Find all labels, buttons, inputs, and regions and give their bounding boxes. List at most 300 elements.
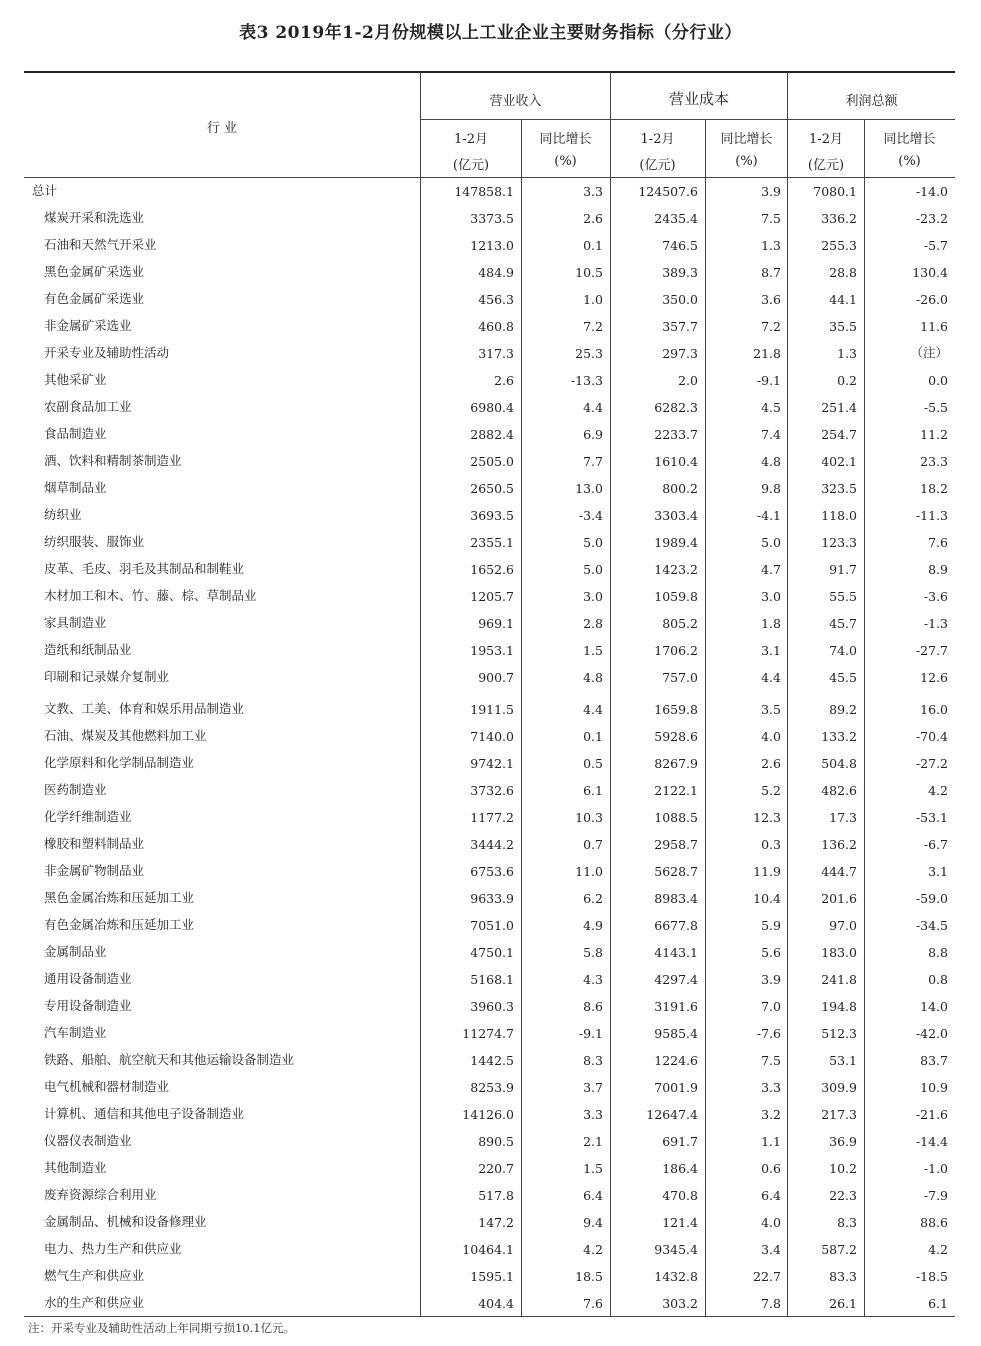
table-row <box>0 856 981 883</box>
cell-profit-g: -42.0 <box>915 1026 948 1041</box>
cell-profit-g: 130.4 <box>912 265 948 280</box>
cell-rev: 1953.1 <box>470 643 514 658</box>
table-bottom-rule <box>24 1316 955 1317</box>
cell-profit-g: -27.2 <box>915 756 948 771</box>
cell-rev: 147.2 <box>478 1215 514 1230</box>
table-row <box>0 1261 981 1288</box>
cell-rev-g: 7.2 <box>583 319 603 334</box>
cell-cost: 186.4 <box>662 1161 698 1176</box>
industry-name: 非金属矿采选业 <box>44 318 132 333</box>
cell-profit: 17.3 <box>829 810 857 825</box>
cell-profit-g: 16.0 <box>920 702 948 717</box>
cell-cost-g: 1.8 <box>761 616 781 631</box>
cell-profit-g: 3.1 <box>928 864 948 879</box>
cell-rev: 1177.2 <box>470 810 514 825</box>
cell-cost: 12647.4 <box>646 1107 698 1122</box>
cell-rev: 3960.3 <box>470 999 514 1014</box>
cell-profit-g: 11.6 <box>920 319 948 334</box>
cell-profit: 255.3 <box>821 238 857 253</box>
cell-cost: 1224.6 <box>654 1053 698 1068</box>
industry-name: 黑色金属冶炼和压延加工业 <box>44 890 195 905</box>
table-row <box>0 1045 981 1072</box>
industry-name: 木材加工和木、竹、藤、棕、草制品业 <box>44 588 257 603</box>
industry-name: 家具制造业 <box>44 615 107 630</box>
header-revenue: 营业收入 <box>489 94 542 109</box>
table-row <box>0 365 981 392</box>
cell-profit: 251.4 <box>821 400 857 415</box>
cell-cost-g: 3.6 <box>761 292 781 307</box>
cell-cost: 470.8 <box>662 1188 698 1203</box>
cell-rev: 6753.6 <box>470 864 514 879</box>
cell-profit-g: -23.2 <box>915 211 948 226</box>
industry-name: 非金属矿物制品业 <box>44 863 145 878</box>
cell-cost-g: 1.3 <box>761 238 781 253</box>
cell-cost-g: 7.2 <box>761 319 781 334</box>
cell-cost-g: 6.4 <box>761 1188 781 1203</box>
cell-rev-g: 2.8 <box>583 616 603 631</box>
header-profit: 利润总额 <box>845 94 898 109</box>
cell-rev-g: 8.6 <box>583 999 603 1014</box>
industry-name: 食品制造业 <box>44 426 107 441</box>
cell-rev-g: 10.5 <box>575 265 603 280</box>
cell-rev: 3732.6 <box>470 783 514 798</box>
cell-cost: 357.7 <box>662 319 698 334</box>
cell-profit: 83.3 <box>829 1269 857 1284</box>
cell-cost: 7001.9 <box>654 1080 698 1095</box>
cell-rev-g: 9.4 <box>583 1215 603 1230</box>
cell-cost-g: 7.4 <box>761 427 781 442</box>
table-row <box>0 937 981 964</box>
cell-rev-g: 13.0 <box>575 481 603 496</box>
industry-name: 汽车制造业 <box>44 1025 107 1040</box>
cell-profit: 323.5 <box>821 481 857 496</box>
cell-profit: 512.3 <box>821 1026 857 1041</box>
industry-name: 铁路、船舶、航空航天和其他运输设备制造业 <box>44 1052 295 1067</box>
cell-rev-g: 7.7 <box>583 454 603 469</box>
table-row <box>0 775 981 802</box>
cell-cost: 303.2 <box>662 1296 698 1311</box>
cell-profit: 10.2 <box>829 1161 857 1176</box>
cell-rev-g: 4.9 <box>583 918 603 933</box>
industry-name: 专用设备制造业 <box>44 998 132 1013</box>
cell-profit: 74.0 <box>829 643 857 658</box>
cell-cost: 8983.4 <box>654 891 698 906</box>
cell-cost: 1989.4 <box>654 535 698 550</box>
header-profit-unit: (亿元) <box>807 158 845 173</box>
cell-profit: 183.0 <box>821 945 857 960</box>
cell-rev-g: 6.2 <box>583 891 603 906</box>
header-cost-period: 1-2月 <box>640 132 675 147</box>
cell-cost: 121.4 <box>662 1215 698 1230</box>
cell-cost-g: 2.6 <box>761 756 781 771</box>
table-row <box>0 473 981 500</box>
cell-cost-g: 12.3 <box>753 810 781 825</box>
cell-rev: 7140.0 <box>470 729 514 744</box>
table-body <box>0 176 981 1315</box>
cell-profit-g: -5.7 <box>923 238 948 253</box>
table-row <box>0 829 981 856</box>
cell-rev-g: 2.1 <box>583 1134 603 1149</box>
cell-rev: 2882.4 <box>470 427 514 442</box>
table-row <box>0 581 981 608</box>
cell-cost: 5928.6 <box>654 729 698 744</box>
cell-profit-g: -53.1 <box>915 810 948 825</box>
industry-name: 电气机械和器材制造业 <box>44 1079 170 1094</box>
table-row <box>0 721 981 748</box>
cell-rev-g: 7.6 <box>583 1296 603 1311</box>
cell-cost-g: 0.3 <box>761 837 781 852</box>
table-row <box>0 802 981 829</box>
cell-rev-g: -9.1 <box>578 1026 603 1041</box>
cell-cost-g: 10.4 <box>753 891 781 906</box>
cell-rev: 1205.7 <box>470 589 514 604</box>
industry-name: 总计 <box>32 183 58 198</box>
cell-cost: 297.3 <box>662 346 698 361</box>
cell-rev-g: 1.5 <box>583 1161 603 1176</box>
cell-rev-g: 5.0 <box>583 562 603 577</box>
cell-rev-g: 4.4 <box>583 702 603 717</box>
table-top-rule <box>24 71 955 73</box>
cell-cost-g: 3.9 <box>761 184 781 199</box>
cell-profit-g: -5.5 <box>923 400 948 415</box>
cell-cost: 4297.4 <box>654 972 698 987</box>
cell-profit: 1.3 <box>837 346 857 361</box>
industry-name: 燃气生产和供应业 <box>44 1268 145 1283</box>
industry-name: 电力、热力生产和供应业 <box>44 1241 182 1256</box>
industry-name: 黑色金属矿采选业 <box>44 264 145 279</box>
table-row <box>0 910 981 937</box>
cell-profit: 97.0 <box>829 918 857 933</box>
cell-cost-g: 3.2 <box>761 1107 781 1122</box>
cell-cost-g: 5.2 <box>761 783 781 798</box>
industry-name: 水的生产和供应业 <box>44 1295 145 1310</box>
cell-profit-g: 8.9 <box>928 562 948 577</box>
cell-rev: 14126.0 <box>462 1107 514 1122</box>
cell-cost-g: 4.8 <box>761 454 781 469</box>
cell-rev: 1595.1 <box>470 1269 514 1284</box>
cell-cost: 1706.2 <box>654 643 698 658</box>
industry-name: 金属制品、机械和设备修理业 <box>44 1214 207 1229</box>
cell-cost-g: 7.5 <box>761 211 781 226</box>
header-profit-pct: (%) <box>898 154 921 169</box>
cell-profit-g: -14.4 <box>915 1134 948 1149</box>
table-row <box>0 230 981 257</box>
industry-name: 农副食品加工业 <box>44 399 132 414</box>
industry-name: 有色金属冶炼和压延加工业 <box>44 917 195 932</box>
table-row <box>0 176 981 203</box>
header-rev-unit: (亿元) <box>452 158 490 173</box>
cell-cost: 2435.4 <box>654 211 698 226</box>
cell-rev: 11274.7 <box>462 1026 514 1041</box>
cell-profit: 44.1 <box>829 292 857 307</box>
cell-profit-g: -34.5 <box>915 918 948 933</box>
industry-name: 化学原料和化学制品制造业 <box>44 755 195 770</box>
cell-cost-g: 21.8 <box>753 346 781 361</box>
industry-name: 文教、工美、体育和娱乐用品制造业 <box>44 701 245 716</box>
cell-cost: 2.0 <box>678 373 698 388</box>
table-row <box>0 1153 981 1180</box>
industry-name: 其他采矿业 <box>44 372 107 387</box>
industry-name: 废弃资源综合利用业 <box>44 1187 157 1202</box>
table-row <box>0 1234 981 1261</box>
cell-profit-g: -3.6 <box>923 589 948 604</box>
cell-profit: 35.5 <box>829 319 857 334</box>
table-row <box>0 1180 981 1207</box>
cell-profit: 91.7 <box>829 562 857 577</box>
cell-rev: 1652.6 <box>470 562 514 577</box>
cell-rev-g: 8.3 <box>583 1053 603 1068</box>
cell-rev: 900.7 <box>478 670 514 685</box>
header-industry: 行 业 <box>206 121 238 136</box>
table-row <box>0 257 981 284</box>
table-row <box>0 635 981 662</box>
cell-cost-g: 7.8 <box>761 1296 781 1311</box>
cell-cost: 746.5 <box>662 238 698 253</box>
page-title: 表3 2019年1-2月份规模以上工业企业主要财务指标（分行业） <box>239 23 742 43</box>
industry-name: 皮革、毛皮、羽毛及其制品和制鞋业 <box>44 561 245 576</box>
cell-rev: 317.3 <box>478 346 514 361</box>
industry-name: 煤炭开采和洗选业 <box>44 210 145 225</box>
cell-cost: 1659.8 <box>654 702 698 717</box>
cell-rev-g: 1.5 <box>583 643 603 658</box>
cell-cost: 2122.1 <box>654 783 698 798</box>
cell-profit-g: 10.9 <box>920 1080 948 1095</box>
header-cost-unit: (亿元) <box>639 158 676 173</box>
cell-profit: 309.9 <box>821 1080 857 1095</box>
cell-profit-g: -70.4 <box>915 729 948 744</box>
cell-cost: 1059.8 <box>654 589 698 604</box>
cell-cost-g: 4.0 <box>761 1215 781 1230</box>
industry-name: 造纸和纸制品业 <box>44 642 132 657</box>
cell-profit: 36.9 <box>829 1134 857 1149</box>
cell-profit-g: -21.6 <box>915 1107 948 1122</box>
cell-profit-g: 83.7 <box>920 1053 948 1068</box>
cell-cost-g: 3.5 <box>761 702 781 717</box>
cell-profit: 254.7 <box>821 427 857 442</box>
cell-cost: 2958.7 <box>654 837 698 852</box>
cell-rev-g: 18.5 <box>575 1269 603 1284</box>
cell-rev-g: 3.0 <box>583 589 603 604</box>
cell-profit: 8.3 <box>837 1215 857 1230</box>
cell-rev-g: -13.3 <box>570 373 603 388</box>
table-row <box>0 203 981 230</box>
cell-cost-g: 3.1 <box>761 643 781 658</box>
cell-rev: 2.6 <box>494 373 514 388</box>
cell-cost-g: 5.9 <box>761 918 781 933</box>
header-profit-period: 1-2月 <box>809 132 843 147</box>
header-cost: 营业成本 <box>668 90 729 108</box>
cell-rev: 10464.1 <box>462 1242 514 1257</box>
cell-cost: 4143.1 <box>654 945 698 960</box>
cell-cost-g: -9.1 <box>756 373 781 388</box>
cell-cost: 8267.9 <box>654 756 698 771</box>
cell-cost: 6282.3 <box>654 400 698 415</box>
table-row <box>0 748 981 775</box>
table-row <box>0 991 981 1018</box>
cell-cost-g: 0.6 <box>761 1161 781 1176</box>
cell-rev-g: 3.7 <box>583 1080 603 1095</box>
industry-name: 烟草制品业 <box>44 480 107 495</box>
cell-rev-g: 5.8 <box>583 945 603 960</box>
industry-name: 仪器仪表制造业 <box>44 1133 132 1148</box>
industry-name: 开采专业及辅助性活动 <box>44 345 170 360</box>
table-row <box>0 554 981 581</box>
cell-rev-g: 0.7 <box>583 837 603 852</box>
cell-rev: 5168.1 <box>470 972 514 987</box>
cell-cost-g: 5.0 <box>761 535 781 550</box>
cell-rev-g: 4.8 <box>583 670 603 685</box>
cell-rev: 8253.9 <box>470 1080 514 1095</box>
cell-profit: 241.8 <box>821 972 857 987</box>
cell-cost-g: 7.0 <box>761 999 781 1014</box>
cell-rev-g: 4.2 <box>583 1242 603 1257</box>
cell-cost-g: 4.5 <box>761 400 781 415</box>
cell-profit: 28.8 <box>829 265 857 280</box>
industry-name: 石油、煤炭及其他燃料加工业 <box>44 728 207 743</box>
header-rev-yoy: 同比增长 <box>539 132 592 147</box>
cell-rev-g: 5.0 <box>583 535 603 550</box>
table-row <box>0 1288 981 1315</box>
cell-profit-g: -27.7 <box>915 643 948 658</box>
cell-rev-g: 11.0 <box>575 864 603 879</box>
industry-name: 通用设备制造业 <box>44 971 132 986</box>
cell-rev-g: 0.1 <box>583 238 603 253</box>
cell-profit-g: 0.0 <box>928 373 948 388</box>
table-row <box>0 883 981 910</box>
header-profit-yoy: 同比增长 <box>883 132 936 147</box>
cell-cost-g: 3.4 <box>761 1242 781 1257</box>
header-cost-pct: (%) <box>735 154 758 169</box>
cell-profit: 45.7 <box>829 616 857 631</box>
cell-profit: 133.2 <box>821 729 857 744</box>
industry-name: 石油和天然气开采业 <box>44 237 157 252</box>
industry-name: 其他制造业 <box>44 1160 107 1175</box>
industry-name: 化学纤维制造业 <box>44 809 132 824</box>
cell-cost-g: 4.0 <box>761 729 781 744</box>
cell-cost: 124507.6 <box>638 184 698 199</box>
cell-profit: 89.2 <box>829 702 857 717</box>
cell-profit-g: -11.3 <box>915 508 948 523</box>
cell-profit-g: 7.6 <box>928 535 948 550</box>
cell-rev: 3444.2 <box>470 837 514 852</box>
industry-name: 纺织业 <box>44 507 82 522</box>
cell-rev: 517.8 <box>478 1188 514 1203</box>
header-rev-pct: (%) <box>554 154 577 169</box>
table-row <box>0 1018 981 1045</box>
cell-profit: 402.1 <box>821 454 857 469</box>
cell-profit-g: 18.2 <box>920 481 948 496</box>
cell-rev: 3373.5 <box>470 211 514 226</box>
cell-cost-g: 3.3 <box>761 1080 781 1095</box>
cell-profit-g: 6.1 <box>928 1296 948 1311</box>
cell-cost-g: 22.7 <box>753 1269 781 1284</box>
cell-cost-g: 9.8 <box>761 481 781 496</box>
cell-cost: 757.0 <box>662 670 698 685</box>
table-row <box>0 392 981 419</box>
cell-profit-g: -7.9 <box>923 1188 948 1203</box>
industry-name: 有色金属矿采选业 <box>44 291 145 306</box>
cell-rev-g: -3.4 <box>578 508 603 523</box>
cell-rev: 1911.5 <box>470 702 514 717</box>
cell-cost: 2233.7 <box>654 427 698 442</box>
cell-profit: 201.6 <box>821 891 857 906</box>
cell-rev-g: 4.4 <box>583 400 603 415</box>
cell-profit-g: -1.3 <box>923 616 948 631</box>
cell-profit-g: （注） <box>910 345 948 360</box>
cell-rev: 969.1 <box>478 616 514 631</box>
cell-rev: 1213.0 <box>470 238 514 253</box>
cell-profit: 336.2 <box>821 211 857 226</box>
cell-cost: 6677.8 <box>654 918 698 933</box>
cell-profit-g: -1.0 <box>923 1161 948 1176</box>
cell-profit: 118.0 <box>821 508 857 523</box>
cell-cost-g: 5.6 <box>761 945 781 960</box>
cell-profit: 55.5 <box>829 589 857 604</box>
cell-rev-g: 6.4 <box>583 1188 603 1203</box>
cell-cost-g: -4.1 <box>756 508 781 523</box>
cell-profit: 217.3 <box>821 1107 857 1122</box>
table-row <box>0 419 981 446</box>
cell-profit: 0.2 <box>837 373 857 388</box>
cell-rev: 2355.1 <box>470 535 514 550</box>
industry-name: 医药制造业 <box>44 782 107 797</box>
cell-profit: 482.6 <box>821 783 857 798</box>
cell-rev-g: 6.1 <box>583 783 603 798</box>
cell-cost-g: -7.6 <box>756 1026 781 1041</box>
table-row <box>0 1126 981 1153</box>
cell-cost-g: 3.0 <box>761 589 781 604</box>
industry-name: 橡胶和塑料制品业 <box>44 836 145 851</box>
cell-profit: 22.3 <box>829 1188 857 1203</box>
table-row <box>0 284 981 311</box>
cell-cost-g: 1.1 <box>761 1134 781 1149</box>
cell-profit: 194.8 <box>821 999 857 1014</box>
cell-cost-g: 7.5 <box>761 1053 781 1068</box>
industry-name: 印刷和记录媒介复制业 <box>44 669 170 684</box>
cell-cost: 691.7 <box>662 1134 698 1149</box>
cell-rev: 460.8 <box>478 319 514 334</box>
cell-cost: 5628.7 <box>654 864 698 879</box>
table-row <box>0 1072 981 1099</box>
cell-rev: 220.7 <box>478 1161 514 1176</box>
table-row <box>0 500 981 527</box>
cell-cost: 805.2 <box>662 616 698 631</box>
cell-profit: 45.5 <box>829 670 857 685</box>
cell-rev-g: 0.1 <box>583 729 603 744</box>
header-rev-period: 1-2月 <box>454 132 488 147</box>
cell-profit-g: -59.0 <box>915 891 948 906</box>
cell-profit-g: 23.3 <box>920 454 948 469</box>
cell-rev: 2505.0 <box>470 454 514 469</box>
cell-cost: 1432.8 <box>654 1269 698 1284</box>
cell-profit: 587.2 <box>821 1242 857 1257</box>
cell-cost: 800.2 <box>662 481 698 496</box>
table-row <box>0 608 981 635</box>
cell-rev: 9633.9 <box>470 891 514 906</box>
cell-rev-g: 3.3 <box>583 184 603 199</box>
cell-profit: 26.1 <box>829 1296 857 1311</box>
cell-profit-g: 0.8 <box>928 972 948 987</box>
cell-profit: 123.3 <box>821 535 857 550</box>
cell-rev-g: 1.0 <box>583 292 603 307</box>
cell-cost: 389.3 <box>662 265 698 280</box>
cell-rev-g: 6.9 <box>583 427 603 442</box>
cell-cost: 9345.4 <box>654 1242 698 1257</box>
cell-rev-g: 25.3 <box>575 346 603 361</box>
cell-profit: 504.8 <box>821 756 857 771</box>
cell-rev: 2650.5 <box>470 481 514 496</box>
table-row <box>0 527 981 554</box>
